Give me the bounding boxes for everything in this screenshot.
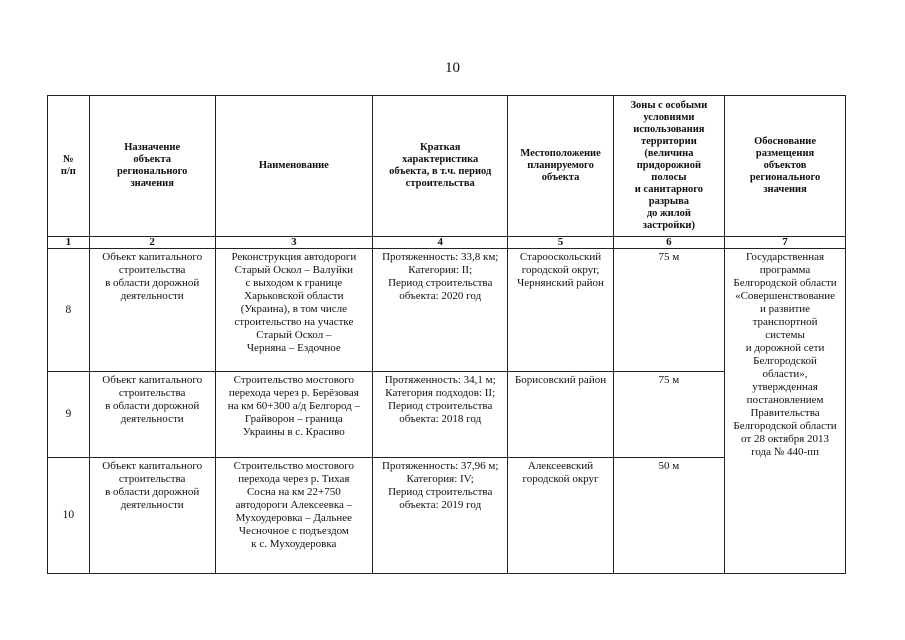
- text-line: Правительства: [750, 407, 820, 419]
- text-line: Сосна на км 22+750: [246, 486, 341, 498]
- cell-location: [508, 458, 613, 574]
- row-number: 9: [48, 372, 90, 458]
- cell-location: [508, 372, 613, 458]
- text-line: разрыва: [648, 196, 690, 207]
- text-line: Строительство мостового: [233, 374, 355, 386]
- text-line: постановлением: [746, 394, 824, 406]
- text-line: года № 440-пп: [751, 446, 819, 458]
- text-line: регионального: [749, 172, 821, 183]
- text-line: Белгородской области: [733, 420, 837, 432]
- text-line: полосы: [651, 172, 687, 183]
- text-line: Чесночное с подъездом: [238, 525, 349, 537]
- text-line: в области дорожной: [105, 277, 200, 289]
- text-line: Государственная: [746, 251, 825, 263]
- text-line: Обоснование: [754, 136, 817, 147]
- regional-objects-table: [47, 95, 846, 574]
- cell-characteristics: [373, 372, 508, 458]
- text-line: условиями: [643, 112, 695, 123]
- cell-zones: 75 м: [613, 249, 724, 372]
- text-line: объекта: [541, 172, 580, 183]
- column-number: 2: [89, 237, 215, 249]
- text-line: Категория: II;: [408, 264, 473, 276]
- text-line: (величина: [644, 148, 694, 159]
- text-line: Протяженность: 37,96 м;: [381, 460, 499, 472]
- header-zones: [613, 96, 724, 237]
- column-number: 6: [613, 237, 724, 249]
- text-line: строительства: [405, 178, 475, 189]
- text-line: объекта, в т.ч. период: [389, 166, 492, 177]
- cell-characteristics: [373, 458, 508, 574]
- text-line: №: [63, 154, 74, 165]
- text-line: Период строительства: [388, 277, 493, 289]
- text-line: утвержденная: [752, 381, 818, 393]
- column-number: 7: [725, 237, 846, 249]
- text-line: Строительство мостового: [233, 460, 355, 472]
- text-line: Белгородской области: [733, 277, 837, 289]
- text-line: объекта: 2019 год: [399, 499, 482, 511]
- text-line: строительства: [118, 264, 186, 276]
- text-line: Период строительства: [388, 486, 493, 498]
- text-line: Категория: IV;: [406, 473, 474, 485]
- text-line: Протяженность: 34,1 м;: [384, 374, 496, 386]
- text-line: регионального: [116, 166, 188, 177]
- row-number: 10: [48, 458, 90, 574]
- text-line: застройки): [642, 220, 695, 231]
- text-line: Зоны с особыми: [630, 100, 708, 111]
- header-purpose: [89, 96, 215, 237]
- text-line: Краткая: [420, 142, 461, 153]
- text-line: Назначение: [124, 142, 181, 153]
- text-line: Алексеевский: [527, 460, 594, 472]
- text-line: объектов: [763, 160, 807, 171]
- header-location: [508, 96, 613, 237]
- text-line: до жилой: [646, 208, 691, 219]
- column-number: 4: [373, 237, 508, 249]
- column-numbers-row: [48, 237, 846, 249]
- text-line: области»,: [762, 368, 808, 380]
- cell-name: [215, 458, 372, 574]
- text-line: Чернянский район: [517, 277, 604, 289]
- row-number: 8: [48, 249, 90, 372]
- cell-justification: [725, 249, 846, 574]
- text-line: в области дорожной: [105, 400, 200, 412]
- text-line: транспортной: [752, 316, 818, 328]
- column-number: 5: [508, 237, 613, 249]
- text-line: Реконструкция автодороги: [231, 251, 357, 263]
- text-line: деятельности: [120, 290, 184, 302]
- cell-characteristics: [373, 249, 508, 372]
- text-line: (Украина), в том числе: [240, 303, 347, 315]
- text-line: Харьковской области: [244, 290, 344, 302]
- column-number: 1: [48, 237, 90, 249]
- text-line: Черняна – Ездочное: [246, 342, 341, 354]
- text-line: Местоположение: [520, 148, 601, 159]
- text-line: системы: [765, 329, 805, 341]
- text-line: объекта: 2020 год: [399, 290, 482, 302]
- text-line: значения: [763, 184, 807, 195]
- text-line: деятельности: [120, 499, 184, 511]
- text-line: строительства: [118, 473, 186, 485]
- text-line: Старый Оскол – Валуйки: [234, 264, 354, 276]
- text-line: использования: [633, 124, 705, 135]
- text-line: Белгородской: [753, 355, 817, 367]
- text-line: характеристика: [402, 154, 479, 165]
- text-line: Категория подходов: II;: [385, 387, 496, 399]
- text-line: в области дорожной: [105, 486, 200, 498]
- text-line: перехода через р. Тихая: [238, 473, 350, 485]
- text-line: объекта: [133, 154, 171, 165]
- text-line: Старый Оскол –: [256, 329, 332, 341]
- cell-purpose: [89, 249, 215, 372]
- cell-zones: 50 м: [613, 458, 724, 574]
- page-number: 10: [445, 60, 460, 76]
- text-line: Украины в с. Красиво: [242, 426, 345, 438]
- header-num: [48, 96, 90, 237]
- text-line: Объект капитального: [102, 374, 203, 386]
- cell-location: [508, 249, 613, 372]
- text-line: программа: [759, 264, 811, 276]
- text-line: Грайворон – граница: [244, 413, 343, 425]
- text-line: Объект капитального: [102, 460, 203, 472]
- table-row: [48, 249, 846, 372]
- table-header-row: [48, 96, 846, 237]
- text-line: с выходом к границе: [245, 277, 343, 289]
- column-number: 3: [215, 237, 372, 249]
- text-line: и санитарного: [634, 184, 703, 195]
- cell-purpose: [89, 372, 215, 458]
- text-line: п/п: [60, 166, 76, 177]
- text-line: Борисовский район: [514, 374, 607, 386]
- text-line: Период строительства: [388, 400, 493, 412]
- cell-name: [215, 249, 372, 372]
- text-line: и дорожной сети: [745, 342, 825, 354]
- text-line: Протяженность: 33,8 км;: [382, 251, 499, 263]
- text-line: «Совершенствование: [735, 290, 836, 302]
- text-line: объекта: 2018 год: [399, 413, 482, 425]
- cell-zones: 75 м: [613, 372, 724, 458]
- text-line: деятельности: [120, 413, 184, 425]
- header-name: [215, 96, 372, 237]
- text-line: и развитие: [760, 303, 811, 315]
- text-line: Мухоудеровка – Дальнее: [235, 512, 353, 524]
- header-characteristics: [373, 96, 508, 237]
- text-line: Старооскольский: [519, 251, 602, 263]
- text-line: Наименование: [258, 160, 329, 171]
- cell-name: [215, 372, 372, 458]
- text-line: строительство на участке: [234, 316, 354, 328]
- text-line: придорожной: [636, 160, 702, 171]
- text-line: строительства: [118, 387, 186, 399]
- text-line: размещения: [755, 148, 815, 159]
- text-line: значения: [130, 178, 174, 189]
- text-line: на км 60+300 а/д Белгород –: [227, 400, 360, 412]
- text-line: Объект капитального: [102, 251, 203, 263]
- text-line: планируемого: [527, 160, 594, 171]
- text-line: городской округ,: [521, 264, 600, 276]
- header-justification: [725, 96, 846, 237]
- text-line: городской округ: [522, 473, 599, 485]
- text-line: от 28 октября 2013: [741, 433, 830, 445]
- text-line: перехода через р. Берёзовая: [228, 387, 359, 399]
- text-line: к с. Мухоудеровка: [251, 538, 337, 550]
- text-line: территории: [640, 136, 697, 147]
- text-line: автодороги Алексеевка –: [235, 499, 353, 511]
- cell-purpose: [89, 458, 215, 574]
